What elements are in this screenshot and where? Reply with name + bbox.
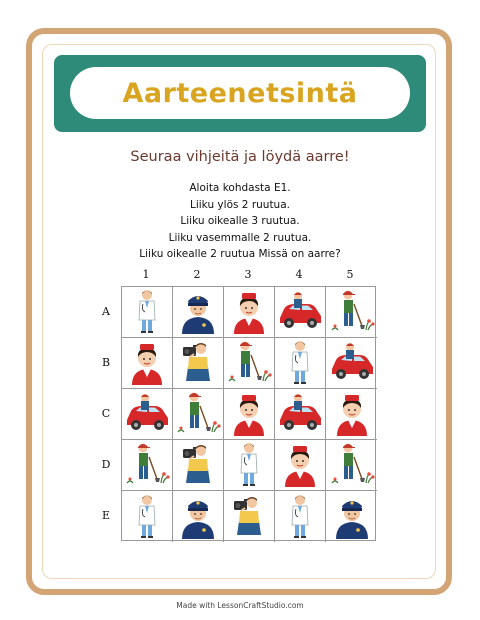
grid-cell-A2	[173, 287, 224, 338]
grid-cell-A3	[224, 287, 275, 338]
grid-cell-E5	[326, 491, 377, 542]
grid-cell-A4	[275, 287, 326, 338]
doctor-icon	[123, 491, 171, 542]
subtitle: Seuraa vihjeitä ja löydä aarre!	[130, 149, 350, 165]
clue-line: Aloita kohdasta E1.	[189, 182, 291, 194]
grid-cell-E3	[224, 491, 275, 542]
police-officer-icon	[328, 491, 376, 542]
grid-cell-B3	[224, 338, 275, 389]
column-label: 2	[193, 268, 201, 281]
grid-cell-B2	[173, 338, 224, 389]
grid-cell-C4	[275, 389, 326, 440]
photographer-icon	[174, 338, 222, 389]
grid-cell-D4	[275, 440, 326, 491]
grid-cell-A1	[122, 287, 173, 338]
photographer-icon	[174, 440, 222, 491]
clue-line: Liiku oikealle 3 ruutua.	[180, 215, 300, 227]
row-label: D	[101, 458, 111, 471]
column-label: 3	[244, 268, 252, 281]
police-officer-icon	[174, 287, 222, 338]
grid-cell-E1	[122, 491, 173, 542]
grid-cell-B1	[122, 338, 173, 389]
mechanic-car-icon	[123, 389, 171, 440]
grid-cell-D3	[224, 440, 275, 491]
photographer-icon	[225, 491, 273, 542]
grid-cell-C3	[224, 389, 275, 440]
grid-cell-C1	[122, 389, 173, 440]
column-label: 4	[295, 268, 303, 281]
clue-list	[0, 180, 480, 263]
flight-attendant-icon	[123, 338, 171, 389]
title-pill	[70, 67, 410, 119]
doctor-icon	[225, 440, 273, 491]
gardener-icon	[225, 338, 273, 389]
grid-cell-D5	[326, 440, 377, 491]
flight-attendant-icon	[225, 287, 273, 338]
clue-line: Liiku ylös 2 ruutua.	[190, 198, 290, 211]
grid-cell-A5	[326, 287, 377, 338]
row-label: C	[101, 407, 111, 420]
mechanic-car-icon	[276, 389, 324, 440]
mechanic-car-icon	[328, 338, 376, 389]
gardener-icon	[123, 440, 171, 491]
column-label: 5	[346, 268, 354, 281]
grid-cell-E2	[173, 491, 224, 542]
grid-cell-C5	[326, 389, 377, 440]
row-label: E	[101, 509, 111, 522]
grid-cell-B4	[275, 338, 326, 389]
grid-cell-D2	[173, 440, 224, 491]
page-title: Aarteenetsintä	[122, 77, 358, 109]
grid-cell-D1	[122, 440, 173, 491]
mechanic-car-icon	[276, 287, 324, 338]
column-label: 1	[142, 268, 150, 281]
treasure-grid	[121, 286, 376, 541]
flight-attendant-icon	[225, 389, 273, 440]
grid-cell-B5	[326, 338, 377, 389]
footer-credit: Made with LessonCraftStudio.com	[176, 601, 304, 610]
row-label: B	[101, 356, 111, 369]
title-banner	[54, 55, 426, 132]
grid-cell-E4	[275, 491, 326, 542]
doctor-icon	[276, 491, 324, 542]
clue-line: Liiku vasemmalle 2 ruutua.	[168, 231, 312, 244]
row-label: A	[102, 305, 110, 318]
gardener-icon	[328, 287, 376, 338]
flight-attendant-icon	[328, 389, 376, 440]
flight-attendant-icon	[276, 440, 324, 491]
doctor-icon	[276, 338, 324, 389]
grid-cell-C2	[173, 389, 224, 440]
police-officer-icon	[174, 491, 222, 542]
doctor-icon	[123, 287, 171, 338]
gardener-icon	[328, 440, 376, 491]
clue-line: Liiku oikealle 2 ruutua Missä on aarre?	[139, 248, 341, 260]
gardener-icon	[174, 389, 222, 440]
